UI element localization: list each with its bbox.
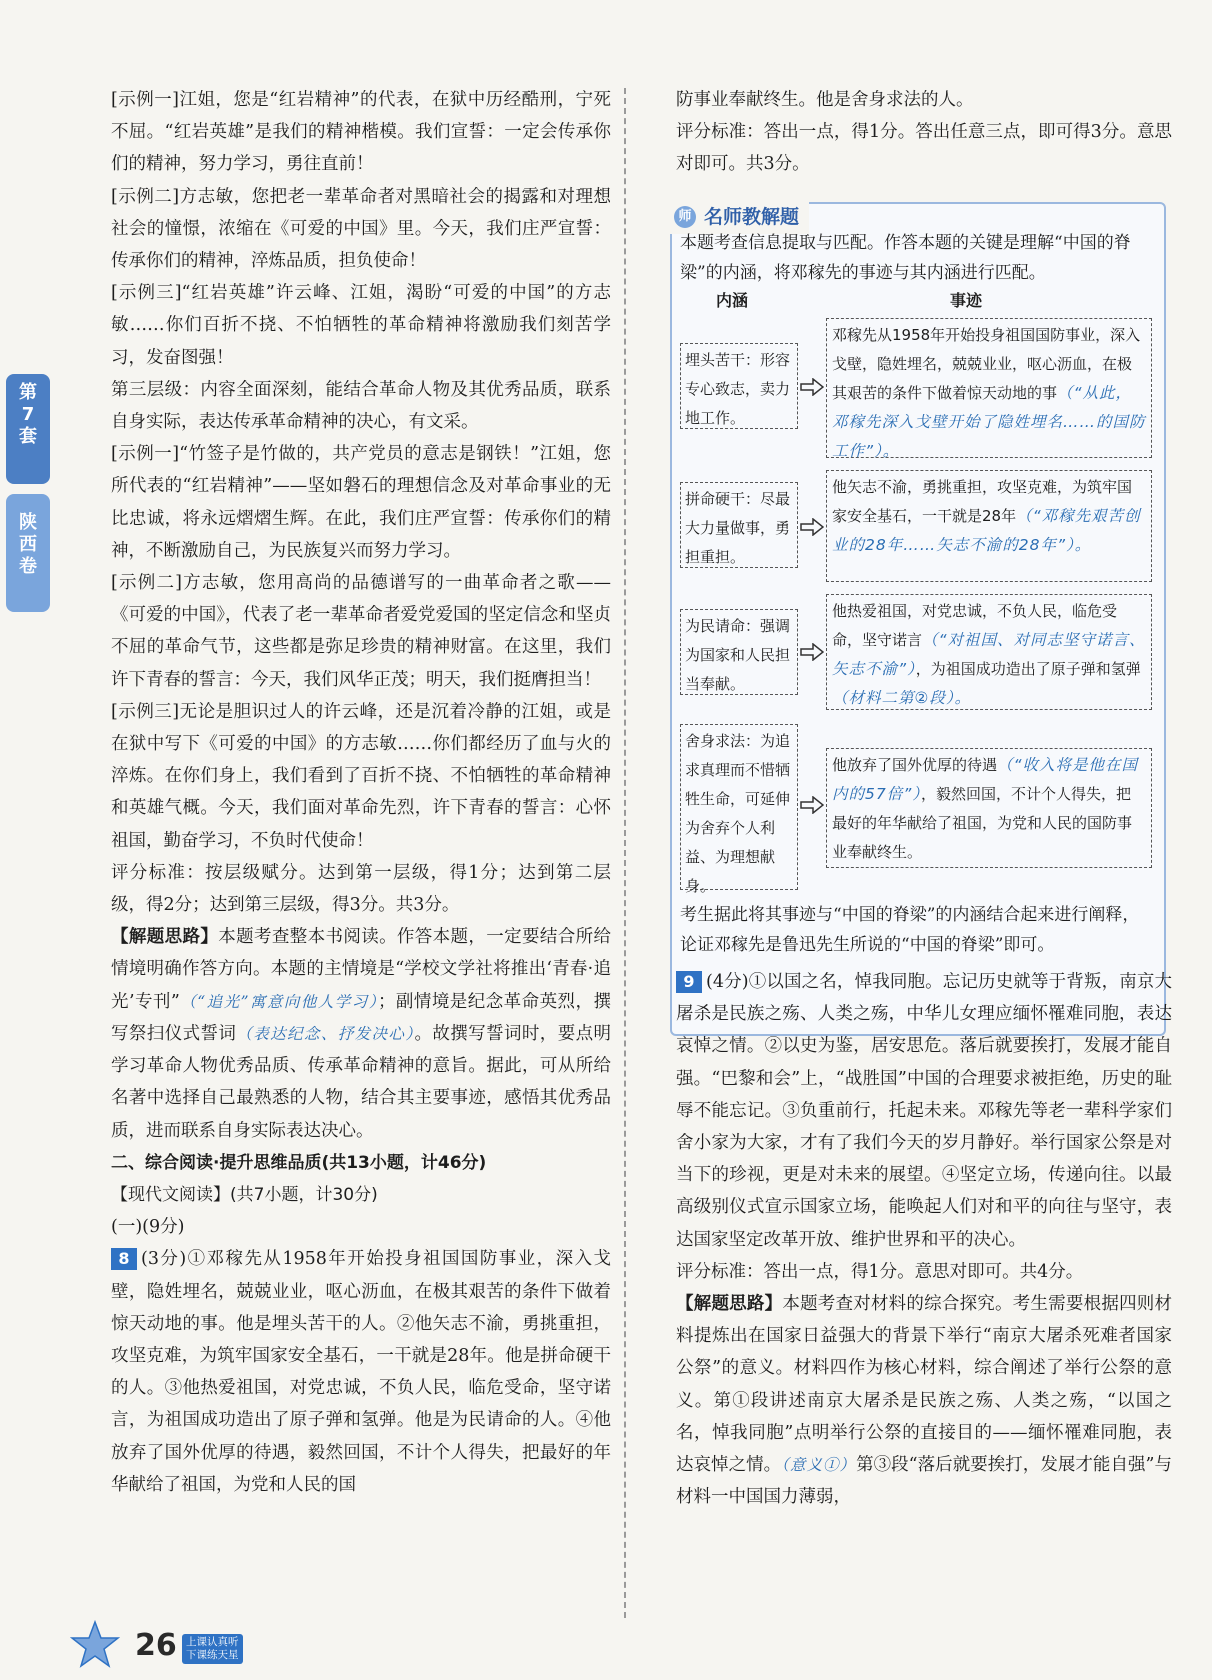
column-header-deeds: 事迹 [950, 291, 983, 310]
page-number: 26 [135, 1628, 177, 1663]
set-number-tab [6, 374, 50, 484]
q9-solution-text: 本题考查对材料的综合探究。考生需要根据四则材料提炼出在国家日益强大的背景下举行“南京大屠杀死难者国家公祭”的意义。材料四作为核心材料，综合阐述了举行公祭的意义。第①段讲述南京大屠杀是民族之殇、人类之殇，“以国之名，悼我同胞”点明举行公祭的直接目的——缅怀罹难同胞，表达哀悼之情。 [676, 1294, 1173, 1476]
q9-solution-idea [676, 1288, 1172, 1513]
handwritten-note-2: （表达纪念、抒发决心） [236, 1024, 415, 1043]
deeds-note-1: （“从此，邓稼先深入戈壁开始了隐姓埋名……的国防工作”）。 [832, 384, 1146, 460]
mascot-star-icon [70, 1620, 120, 1670]
q9-solution-end: 第③段“落后就要挨打，发展才能自强”与材料一中国国力薄弱， [676, 1455, 1172, 1508]
deeds-cell-3 [826, 594, 1152, 710]
scoring-standard: 评分标准：按层级赋分。达到第一层级，得1分；达到第二层级，得2分；达到第三层级，得3分。共3分。 [111, 862, 611, 916]
question-8-number: 8 [111, 1248, 137, 1270]
deeds-text-3b: ，为祖国成功造出了原子弹和氢弹 [915, 660, 1141, 678]
section-heading: 二、综合阅读·提升思维品质(共13小题，计46分) [111, 1152, 487, 1173]
arrow-icon [800, 643, 824, 661]
deeds-text-4: 他放弃了国外优厚的待遇 [832, 756, 998, 774]
arrow-icon [800, 518, 824, 536]
explanation-intro: 本题考查信息提取与匹配。作答本题的关键是理解“中国的脊梁”的内涵，将邓稼先的事迹与其内涵进行匹配。 [680, 233, 1131, 283]
deeds-text-3: 他热爱祖国，对党忠诚，不负人民，临危受命，坚守诺言 [832, 602, 1118, 649]
deeds-note-2: （“邓稼先艰苦创业的28年……矢志不渝的28年”）。 [832, 507, 1141, 554]
solution-text-a: 本题考查整本书阅读。作答本题，一定要结合所给情境明确作答方向。本题的主情境是“学校文学社将推出‘青春·追光’专刊” [111, 927, 612, 1012]
footer-slogan-line2: 下课练天星 [186, 1649, 239, 1661]
deeds-cell-4 [826, 748, 1152, 868]
footer-slogan-line1: 上课认真听 [186, 1636, 239, 1648]
footer-slogan [182, 1634, 243, 1664]
arrow-icon [800, 378, 824, 396]
example-3: [示例三]“红岩英雄”许云峰、江姐，渴盼“可爱的中国”的方志敏……你们百折不挠、不怕牺牲的革命精神将激励我们刻苦学习，发奋图强！ [111, 283, 611, 368]
right-column-top [676, 84, 1172, 181]
level3-example-3: [示例三]无论是胆识过人的许云峰，还是沉着冷静的江姐，或是在狱中写下《可爱的中国》的方志敏……你们都经历了血与火的淬炼。在你们身上，我们看到了百折不挠、不怕牺牲的革命精神和英雄气概。今天，我们面对革命先烈，许下青春的誓言：心怀祖国，勤奋学习，不负时代使命！ [111, 701, 611, 851]
teacher-explanation-title: 名师教解题 [704, 206, 800, 228]
level3-example-2: [示例二]方志敏，您用高尚的品德谱写的一曲革命者之歌——《可爱的中国》，代表了老一辈革命者爱党爱国的坚定信念和坚贞不屈的革命气节，这些都是弥足珍贵的精神财富。在这里，我们许下青春的誓言：今天，我们风华正茂；明天，我们挺膺担当！ [111, 573, 611, 690]
explanation-conclusion: 考生据此将其事迹与“中国的脊梁”的内涵结合起来进行阐释，论证邓稼先是鲁迅先生所说的“中国的脊梁”即可。 [680, 905, 1140, 955]
arrow-icon [800, 796, 824, 814]
q8-continued: 防事业奉献终生。他是舍身求法的人。 [676, 90, 974, 110]
deeds-text-1: 邓稼先从1958年开始投身祖国国防事业，深入戈壁，隐姓埋名，兢兢业业，呕心沥血，在极其艰苦的条件下做着惊天动地的事 [832, 326, 1141, 402]
deeds-note-4: （“收入将是他在国内的57倍”） [832, 756, 1139, 803]
region-tab [6, 494, 50, 612]
solution-tag: 【解题思路】 [111, 927, 219, 948]
question-8 [111, 1243, 611, 1501]
handwritten-note-1: （“追光”寓意向他人学习） [179, 992, 378, 1011]
deeds-text-4b: ，毅然回国，不计个人得失，把最好的年华献给了祖国，为党和人民的国防事业奉献终生。 [832, 785, 1133, 861]
meaning-cell-4: 舍身求法：为追求真理而不惜牺牲生命，可延伸为舍弃个人利益、为理想献身。 [680, 724, 798, 890]
left-column [111, 84, 611, 1501]
meaning-cell-3: 为民请命：强调为国家和人民担当奉献。 [680, 609, 798, 695]
set-number-label: 第7套 [19, 382, 37, 447]
deeds-cell-1 [826, 318, 1152, 458]
right-column-bottom [676, 966, 1172, 1513]
question-9-answer: (4分)①以国之名，悼我同胞。忘记历史就等于背叛，南京大屠杀是民族之殇、人类之殇，中华儿女理应缅怀罹难同胞，表达哀悼之情。②以史为鉴，居安思危。落后就要挨打，发展才能自强。“巴黎和会”上，“战胜国”中国的合理要求被拒绝，历史的耻辱不能忘记。③负重前行，托起未来。邓稼先等老一辈科学家们舍小家为大家，才有了我们今天的岁月静好。举行国家公祭是对当下的珍视，更是对未来的展望。④坚定立场，传递向往。以最高级别仪式宣示国家立场，能唤起人们对和平的向往与坚守，表达国家坚定改革开放、维护世界和平的决心。 [676, 972, 1172, 1250]
level3-example-1: [示例一]“竹签子是竹做的，共产党员的意志是钢铁！”江姐，您所代表的“红岩精神”——坚如磐石的理想信念及对革命事业的无比忠诚，将永远熠熠生辉。在此，我们庄严宣誓：传承你们的精神，不断激励自己，为民族复兴而努力学习。 [111, 444, 611, 561]
question-8-answer: (3分)①邓稼先从1958年开始投身祖国国防事业，深入戈壁，隐姓埋名，兢兢业业，呕心沥血，在极其艰苦的条件下做着惊天动地的事。他是埋头苦干的人。②他矢志不渝，勇挑重担，攻坚克难，为筑牢国家安全基石，一干就是28年。他是拼命硬干的人。③他热爱祖国，对党忠诚，不负人民，临危受命，坚守诺言，为祖国成功造出了原子弹和氢弹。他是为民请命的人。④他放弃了国外优厚的待遇，毅然回国，不计个人得失，把最好的年华献给了祖国，为党和人民的国 [111, 1249, 611, 1495]
solution-idea [111, 921, 611, 1146]
level-3-desc: 第三层级：内容全面深刻，能结合革命人物及其优秀品质，联系自身实际，表达传承革命精神的决心，有文采。 [111, 379, 611, 433]
meaning-cell-1: 埋头苦干：形容专心致志，卖力地工作。 [680, 343, 798, 429]
question-9-number: 9 [676, 971, 702, 993]
q9-handwritten-note: （意义①） [781, 1456, 857, 1475]
deeds-note-3b: （材料二第②段）。 [832, 689, 972, 707]
example-1: [示例一]江姐，您是“红岩精神”的代表，在狱中历经酷刑，宁死不屈。“红岩英雄”是我们的精神楷模。我们宣誓：一定会传承你们的精神，努力学习，勇往直前！ [111, 90, 611, 175]
column-header-meaning: 内涵 [716, 291, 749, 310]
part-heading: (一)(9分) [111, 1217, 185, 1238]
q8-scoring: 评分标准：答出一点，得1分。答出任意三点，即可得3分。意思对即可。共3分。 [676, 122, 1172, 175]
region-label: 陕西卷 [19, 512, 37, 577]
solution-text-c: 。故撰写誓词时，要点明学习革命人物优秀品质、传承革命精神的意旨。据此，可从所给名著中选择自己最熟悉的人物，结合其主要事迹，感悟其优秀品质，进而联系自身实际表达决心。 [111, 1023, 611, 1141]
q9-solution-tag: 【解题思路】 [676, 1294, 783, 1315]
deeds-text-2: 他矢志不渝，勇挑重担，攻坚克难，为筑牢国家安全基石，一干就是28年 [832, 478, 1133, 525]
deeds-cell-2 [826, 470, 1152, 582]
q9-scoring: 评分标准：答出一点，得1分。意思对即可。共4分。 [676, 1261, 1084, 1282]
deeds-note-3a: （“对祖国、对同志坚守诺言、矢志不渝”） [832, 631, 1146, 678]
subsection-heading: 【现代文阅读】(共7小题，计30分) [111, 1184, 378, 1205]
teacher-icon: 师 [674, 206, 696, 228]
column-divider [624, 88, 626, 1618]
question-9 [676, 966, 1172, 1256]
example-2: [示例二]方志敏，您把老一辈革命者对黑暗社会的揭露和对理想社会的憧憬，浓缩在《可爱的中国》里。今天，我们庄严宣誓：传承你们的精神，淬炼品质，担负使命！ [111, 186, 611, 272]
solution-text-b: ；副情境是纪念革命英烈，撰写祭扫仪式誓词 [111, 991, 611, 1044]
meaning-cell-2: 拼命硬干：尽最大力量做事，勇担重担。 [680, 482, 798, 568]
